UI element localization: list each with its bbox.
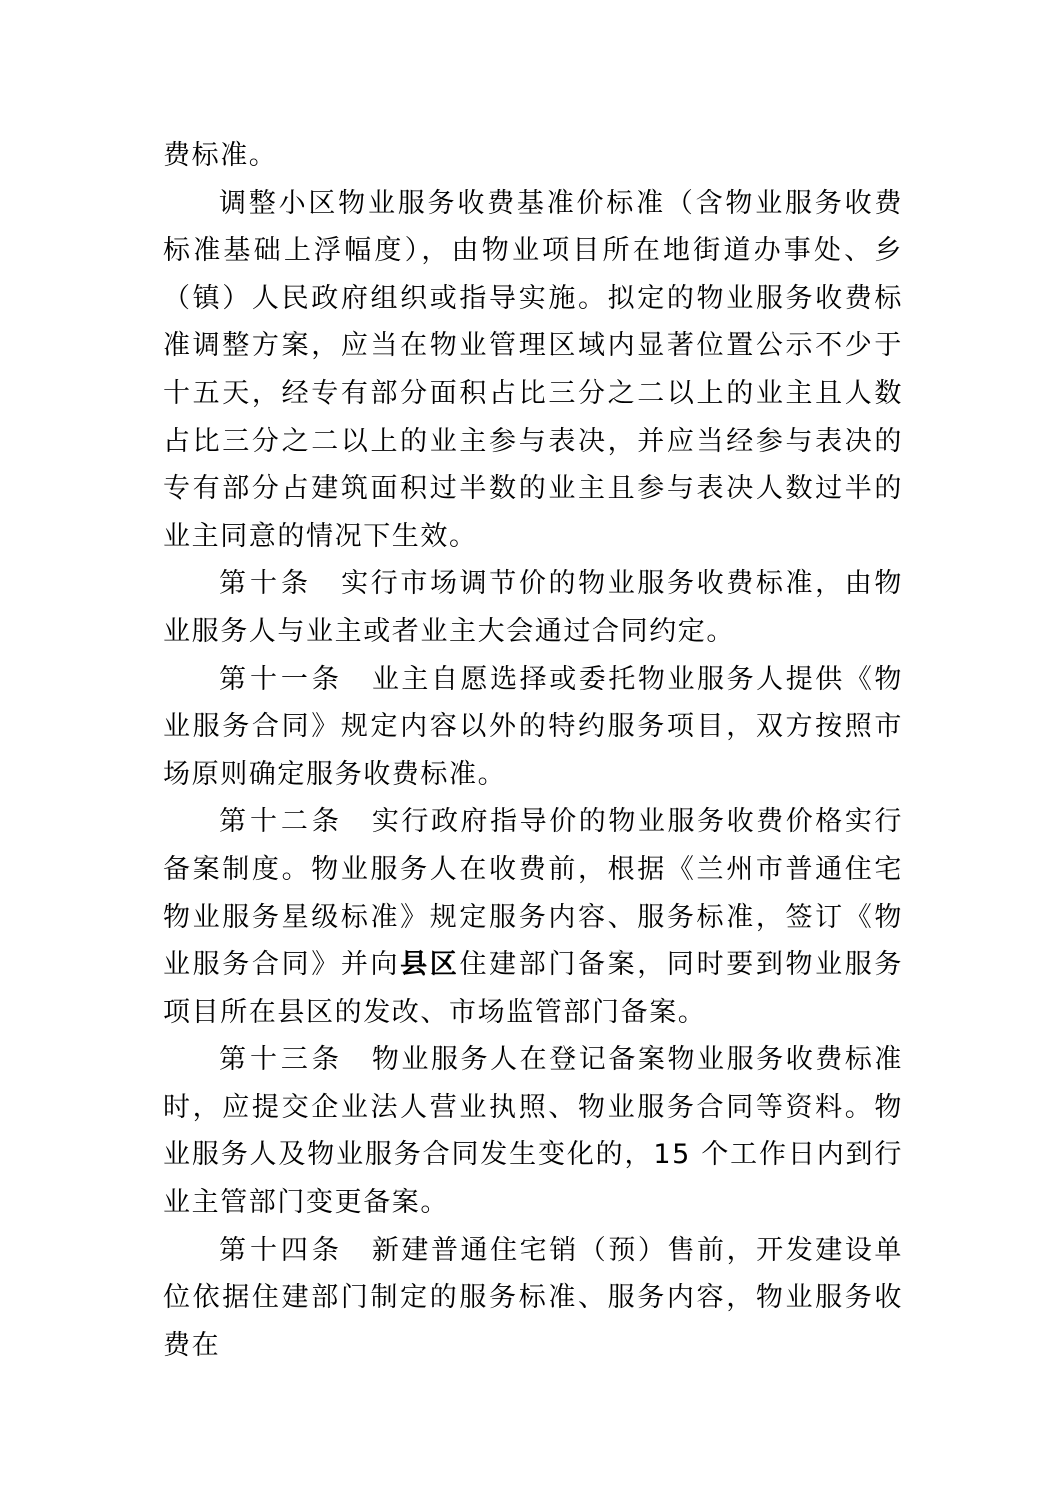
article-10 [163,560,903,655]
article-number: 第十二条 [219,806,343,838]
paragraph-fee-adjustment [163,180,903,561]
article-number: 第十三条 [219,1044,343,1076]
paragraph-text: 调整小区物业服务收费基准价标准（含物业服务收费标准基础上浮幅度），由物业项目所在地街道办事处、乡（镇）人民政府组织或指导实施。拟定的物业服务收费标准调整方案，应当在物业管理区域内显著位置公示不少于十五天，经专有部分面积占比三分之二以上的业主且人数占比三分之二以上的业主参与表决，并应当经参与表决的专有部分占建筑面积过半数的业主且参与表决人数过半的业主同意的情况下生效。 [163,187,903,552]
article-number: 第十四条 [219,1234,343,1266]
article-text-bold: 县区 [400,949,460,981]
paragraph-text: 费标准。 [163,140,278,171]
article-number: 第十条 [219,568,313,600]
article-12 [163,798,903,1036]
paragraph-continuation [163,132,903,180]
article-text: 实行市场调节价的物业服务收费标准，由物业服务人与业主或者业主大会通过合同约定。 [163,568,904,647]
article-number: 第十一条 [219,663,343,695]
article-13 [163,1036,903,1226]
article-text: 业主自愿选择或委托物业服务人提供《物业服务合同》规定内容以外的特约服务项目，双方按照市场原则确定服务收费标准。 [163,663,903,790]
article-11 [163,656,903,799]
article-text: 物业服务人在登记备案物业服务收费标准时，应提交企业法人营业执照、物业服务合同等资料。物业服务人及物业服务合同发生变化的，15 个工作日内到行业主管部门变更备案。 [163,1044,903,1219]
article-text: 住建部门备案，同时要到物业服务项目所在县区的发改、市场监管部门备案。 [163,949,904,1028]
document-body [163,132,903,1369]
article-14 [163,1227,903,1370]
article-text: 新建普通住宅销（预）售前，开发建设单位依据住建部门制定的服务标准、服务内容，物业服务收费在 [163,1234,903,1361]
article-text: 实行政府指导价的物业服务收费价格实行备案制度。物业服务人在收费前，根据《兰州市普通住宅物业服务星级标准》规定服务内容、服务标准，签订《物业服务合同》并向 [163,806,903,981]
